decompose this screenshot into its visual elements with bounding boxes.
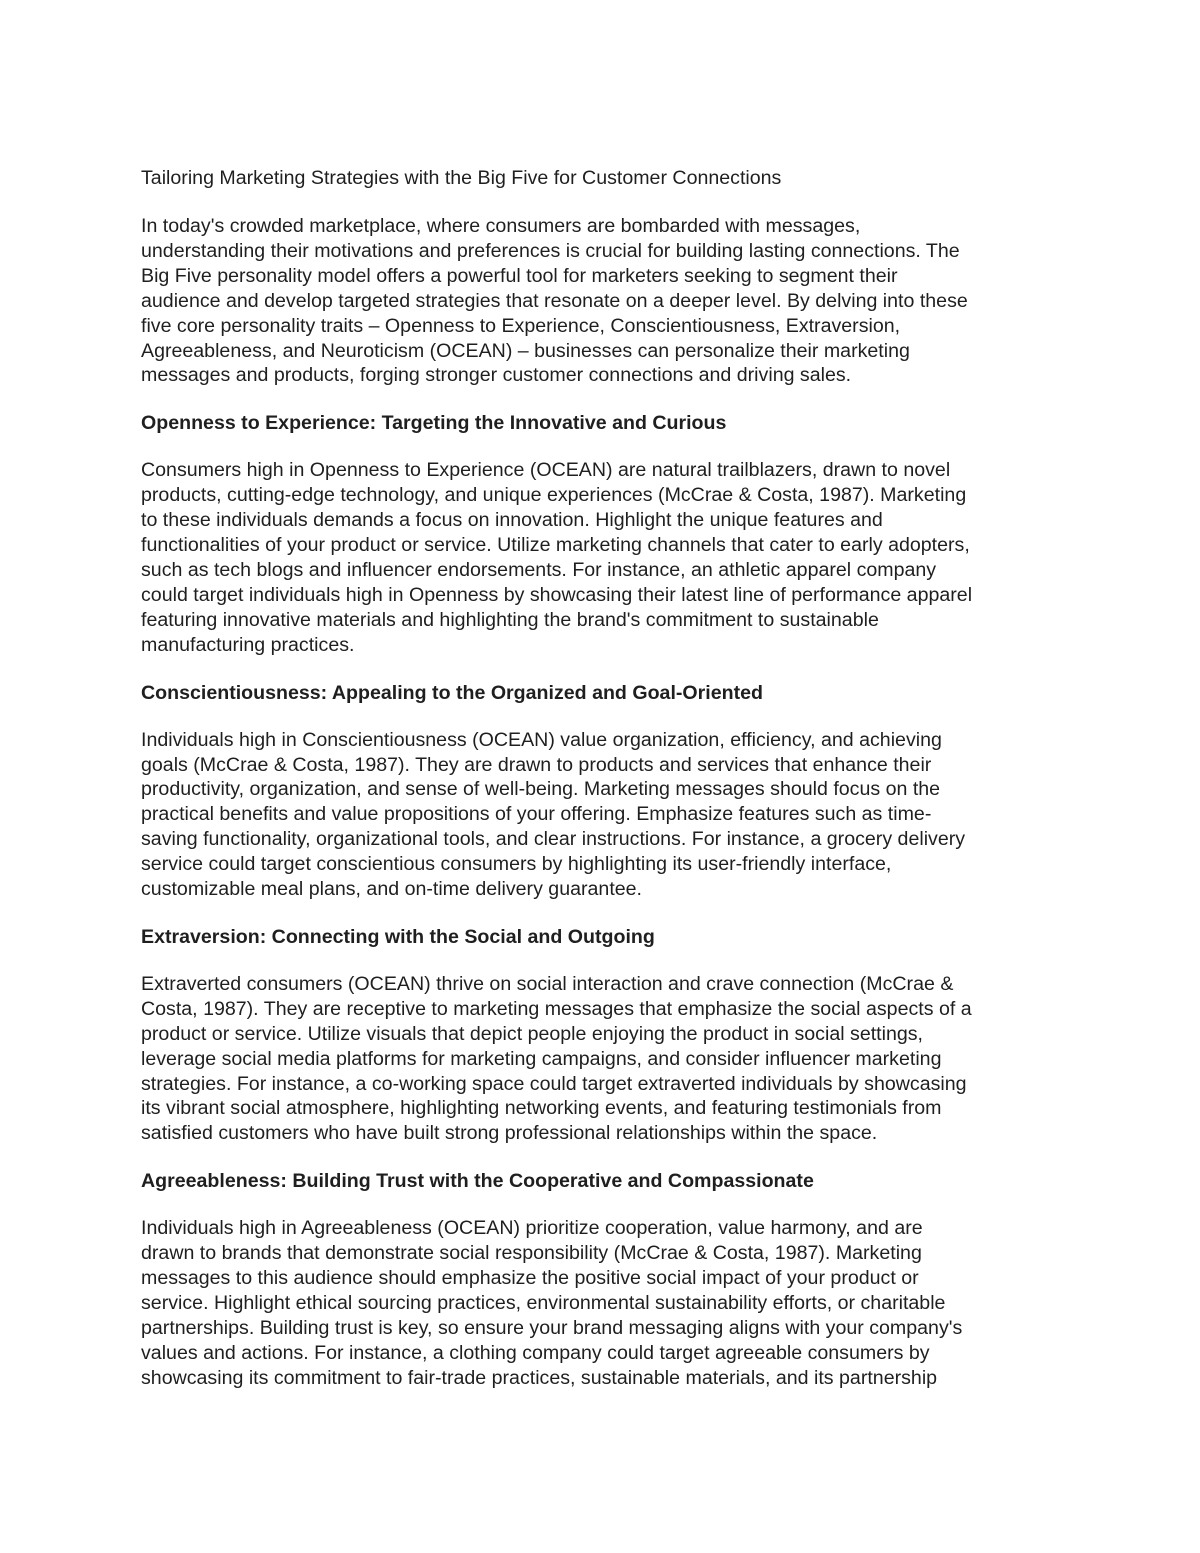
text-line: drawn to brands that demonstrate social responsibility (McCrae & Costa, 1987). Marketing	[141, 1242, 922, 1265]
section-paragraph-agreeableness	[141, 1216, 1066, 1390]
text-line: values and actions. For instance, a clothing company could target agreeable consumers by	[141, 1341, 930, 1364]
text-line: audience and develop targeted strategies that resonate on a deeper level. By delving into these	[141, 289, 968, 312]
text-line: messages to this audience should emphasize the positive social impact of your product or	[141, 1267, 919, 1290]
text-line: service could target conscientious consumers by highlighting its user-friendly interface,	[141, 853, 892, 876]
text-line: leverage social media platforms for marketing campaigns, and consider influencer marketing	[141, 1047, 942, 1070]
section-paragraph-extraversion	[141, 972, 1066, 1146]
text-line: Individuals high in Agreeableness (OCEAN) prioritize cooperation, value harmony, and are	[141, 1217, 923, 1240]
section-paragraph-conscientiousness	[141, 728, 1066, 902]
text-line: five core personality traits – Openness to Experience, Conscientiousness, Extraversion,	[141, 314, 901, 337]
text-line: productivity, organization, and sense of well-being. Marketing messages should focus on the	[141, 778, 941, 801]
section-heading-agreeableness: Agreeableness: Building Trust with the Cooperative and Compassionate	[141, 1170, 814, 1193]
text-line: Extraverted consumers (OCEAN) thrive on social interaction and crave connection (McCrae &	[141, 972, 954, 995]
text-line: manufacturing practices.	[141, 633, 355, 656]
text-line: strategies. For instance, a co-working space could target extraverted individuals by showcasing	[141, 1072, 967, 1095]
text-line: featuring innovative materials and highlighting the brand's commitment to sustainable	[141, 608, 879, 631]
text-line: goals (McCrae & Costa, 1987). They are drawn to products and services that enhance their	[141, 753, 932, 776]
document-page	[141, 166, 1066, 1414]
section-heading-openness: Openness to Experience: Targeting the Innovative and Curious	[141, 412, 727, 435]
text-line: Costa, 1987). They are receptive to marketing messages that emphasize the social aspects of a	[141, 997, 972, 1020]
text-line: satisfied customers who have built strong professional relationships within the space.	[141, 1122, 878, 1145]
text-line: Individuals high in Conscientiousness (OCEAN) value organization, efficiency, and achieving	[141, 728, 942, 751]
section-paragraph-openness	[141, 458, 1066, 657]
text-line: functionalities of your product or service. Utilize marketing channels that cater to early adopters,	[141, 534, 970, 557]
text-line: to these individuals demands a focus on innovation. Highlight the unique features and	[141, 509, 883, 532]
text-line: In today's crowded marketplace, where consumers are bombarded with messages,	[141, 215, 861, 237]
section-heading-conscientiousness: Conscientiousness: Appealing to the Organized and Goal-Oriented	[141, 681, 763, 704]
text-line: such as tech blogs and influencer endorsements. For instance, an athletic apparel company	[141, 558, 937, 581]
text-line: customizable meal plans, and on-time delivery guarantee.	[141, 878, 642, 901]
text-line: understanding their motivations and preferences is crucial for building lasting connections. The	[141, 239, 960, 262]
text-line: Big Five personality model offers a powerful tool for marketers seeking to segment their	[141, 264, 898, 287]
document-title: Tailoring Marketing Strategies with the Big Five for Customer Connections	[141, 167, 782, 189]
text-line: messages and products, forging stronger customer connections and driving sales.	[141, 364, 852, 387]
text-line: practical benefits and value propositions of your offering. Emphasize features such as time-	[141, 803, 932, 826]
text-line: its vibrant social atmosphere, highlighting networking events, and featuring testimonials from	[141, 1097, 942, 1120]
text-line: showcasing its commitment to fair-trade practices, sustainable materials, and its partnership	[141, 1366, 938, 1389]
text-line: Consumers high in Openness to Experience (OCEAN) are natural trailblazers, drawn to novel	[141, 459, 951, 482]
text-line: saving functionality, organizational tools, and clear instructions. For instance, a grocery delivery	[141, 828, 966, 851]
text-line: service. Highlight ethical sourcing practices, environmental sustainability efforts, or charitable	[141, 1292, 946, 1314]
text-line: product or service. Utilize visuals that depict people enjoying the product in social settings,	[141, 1022, 923, 1045]
text-line: products, cutting-edge technology, and unique experiences (McCrae & Costa, 1987). Marketing	[141, 484, 967, 507]
text-line: partnerships. Building trust is key, so ensure your brand messaging aligns with your company's	[141, 1316, 963, 1339]
section-heading-extraversion: Extraversion: Connecting with the Social and Outgoing	[141, 925, 655, 948]
intro-paragraph	[141, 214, 1066, 388]
text-line: Agreeableness, and Neuroticism (OCEAN) – businesses can personalize their marketing	[141, 339, 910, 362]
text-line: could target individuals high in Openness by showcasing their latest line of performance apparel	[141, 583, 973, 606]
